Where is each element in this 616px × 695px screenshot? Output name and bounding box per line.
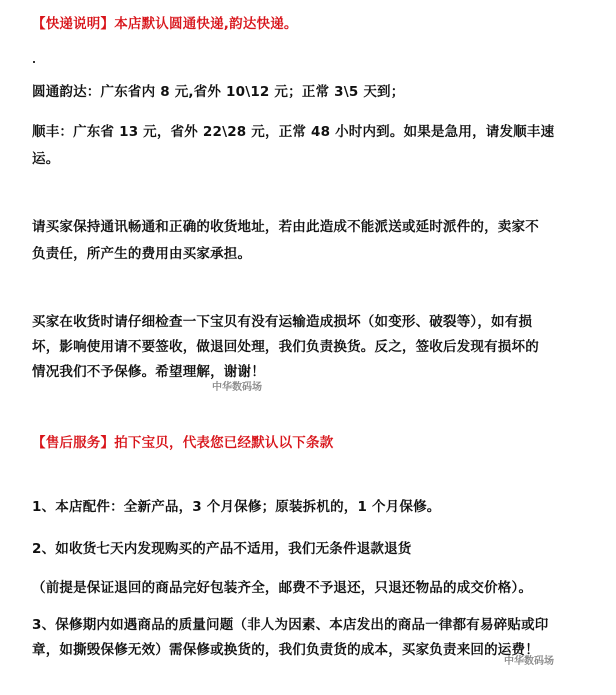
watermark: 中华数码场 xyxy=(504,656,554,667)
separator-dot xyxy=(33,61,35,63)
sf-rates-line-1: 顺丰：广东省 13 元，省外 22\28 元，正常 48 小时内到。如果是急用，请发顺丰速 xyxy=(32,124,555,140)
address-note-line-1: 请买家保持通讯畅通和正确的收货地址，若由此造成不能派送或延时派件的，卖家不 xyxy=(32,219,539,235)
address-note-line-2: 负责任，所产生的费用由买家承担。 xyxy=(32,246,252,262)
after-sales-item-1: 1、本店配件：全新产品，3 个月保修；原装拆机的，1 个月保修。 xyxy=(32,499,441,515)
after-sales-item-2: 2、如收货七天内发现购买的产品不适用，我们无条件退款退货 xyxy=(32,541,412,557)
yto-yunda-rates: 圆通韵达：广东省内 8 元,省外 10\12 元；正常 3\5 天到； xyxy=(32,84,405,100)
watermark: 中华数码场 xyxy=(212,382,262,393)
delivery-header: 【快递说明】本店默认圆通快递,韵达快递。 xyxy=(32,16,298,32)
after-sales-item-3-line-1: 3、保修期内如遇商品的质量问题（非人为因素、本店发出的商品一律都有易碎贴或印 xyxy=(32,617,549,633)
after-sales-item-3-line-2: 章，如撕毁保修无效）需保修或换货的，我们负责货的成本，买家负责来回的运费！ xyxy=(32,642,539,658)
inspection-note-line-1: 买家在收货时请仔细检查一下宝贝有没有运输造成损坏（如变形、破裂等），如有损 xyxy=(32,314,533,330)
after-sales-item-2-note: （前提是保证退回的商品完好包装齐全，邮费不予退还，只退还物品的成交价格）。 xyxy=(32,580,533,596)
inspection-note-line-2: 坏，影响使用请不要签收，做退回处理，我们负责换货。反之，签收后发现有损坏的 xyxy=(32,339,539,355)
inspection-note-line-3: 情况我们不予保修。希望理解，谢谢！ xyxy=(32,364,265,380)
sf-rates-line-2: 运。 xyxy=(32,151,60,167)
after-sales-header: 【售后服务】拍下宝贝，代表您已经默认以下条款 xyxy=(32,435,334,451)
